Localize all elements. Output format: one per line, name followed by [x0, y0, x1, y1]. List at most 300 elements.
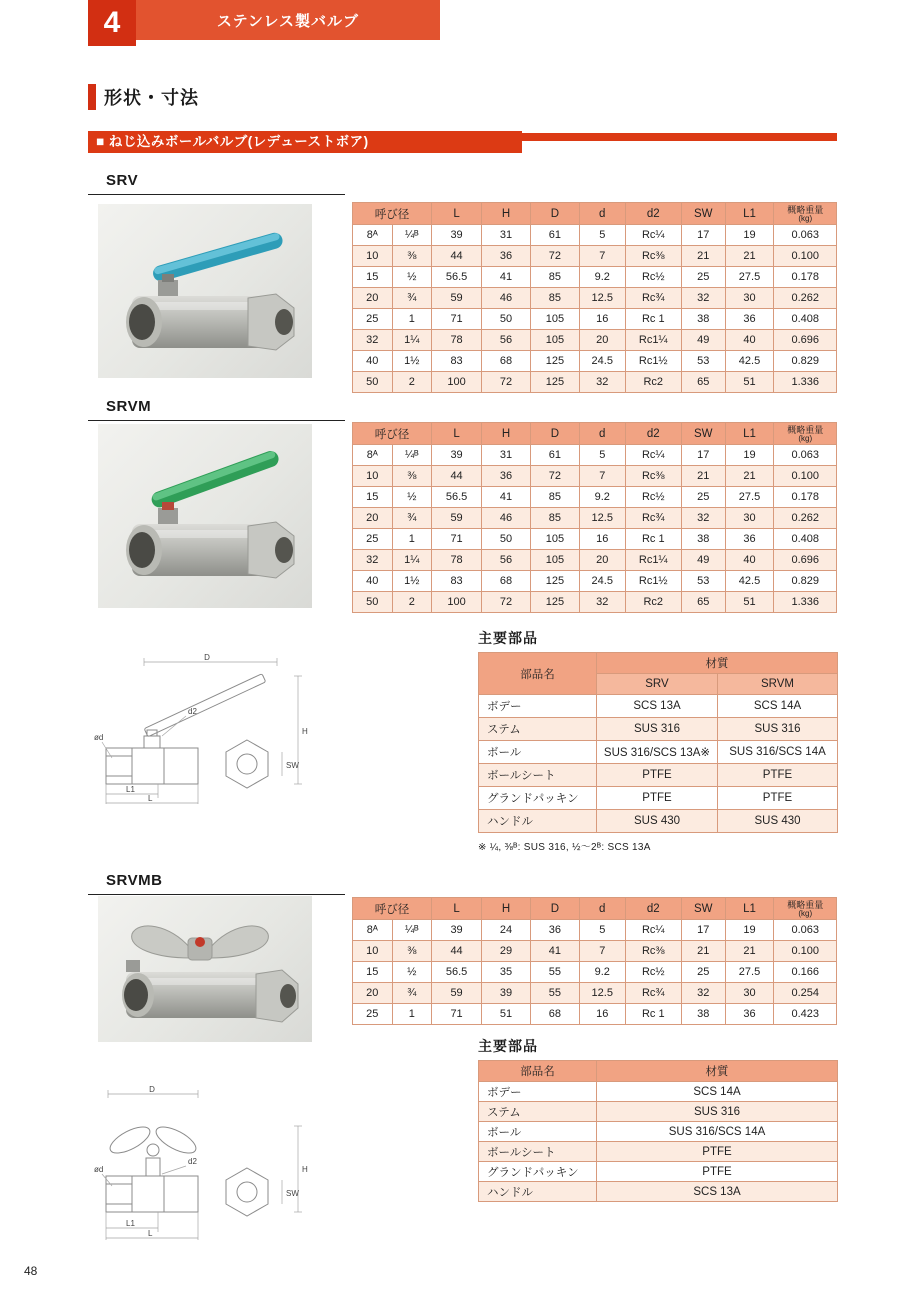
table-cell: 40 — [353, 571, 393, 592]
table-cell: ⅜ — [392, 941, 432, 962]
parts-table-1-body — [479, 695, 838, 833]
table-cell: ¼ᴮ — [392, 445, 432, 466]
table-cell: 25 — [681, 962, 725, 983]
table-cell: 21 — [681, 246, 725, 267]
table-cell: ¼ᴮ — [392, 920, 432, 941]
table-cell: 32 — [353, 330, 393, 351]
table-cell: 1¼ — [392, 330, 432, 351]
technical-drawing-srvmb-svg — [92, 1080, 312, 1245]
table-cell: Rc½ — [625, 487, 681, 508]
table-cell: 20 — [353, 508, 393, 529]
product-label-srvm — [88, 396, 345, 421]
table-cell: 21 — [725, 246, 774, 267]
product-label-srv — [88, 170, 345, 195]
col-header-nominal-diameter: 呼び径 — [353, 898, 432, 920]
technical-drawing-srvmb — [92, 1080, 312, 1245]
parts-header-row — [479, 1061, 838, 1082]
parts-table-2-body — [479, 1082, 838, 1202]
table-row — [353, 508, 837, 529]
col-header-weight — [774, 203, 837, 225]
product-photo-srvm — [98, 424, 312, 608]
table-cell: ボデー — [479, 695, 597, 718]
table-cell: Rc 1 — [625, 309, 681, 330]
table-cell: 32 — [579, 592, 625, 613]
table-cell: 0.166 — [774, 962, 837, 983]
table-cell: 25 — [353, 529, 393, 550]
table-cell: 8ᴬ — [353, 225, 393, 246]
dim-label-L1: L1 — [126, 1219, 135, 1228]
table-cell: 36 — [482, 466, 531, 487]
table-cell: 125 — [530, 351, 579, 372]
table-cell: 40 — [725, 330, 774, 351]
table-cell: ボールシート — [479, 764, 597, 787]
table-cell: ボールシート — [479, 1142, 597, 1162]
table-cell: SUS 430 — [718, 810, 838, 833]
col-header-d: d — [579, 898, 625, 920]
table-cell: 17 — [681, 920, 725, 941]
table-cell: 31 — [482, 445, 531, 466]
table-cell: ステム — [479, 1102, 597, 1122]
table-cell: 0.262 — [774, 508, 837, 529]
table-cell: 39 — [432, 445, 482, 466]
table-cell: 41 — [482, 487, 531, 508]
dim-label-d2: d2 — [188, 707, 197, 716]
table-cell: 72 — [530, 246, 579, 267]
table-cell: Rc¼ — [625, 225, 681, 246]
parts-table-title-2: 主要部品 — [478, 1038, 538, 1054]
table-cell: 32 — [579, 372, 625, 393]
table-cell: 53 — [681, 571, 725, 592]
table-cell: 2 — [392, 372, 432, 393]
table-cell: ⅜ — [392, 466, 432, 487]
table-cell: SCS 14A — [718, 695, 838, 718]
col-header-srvm: SRVM — [718, 674, 838, 695]
table-cell: Rc⅜ — [625, 466, 681, 487]
table-cell: 16 — [579, 529, 625, 550]
table-cell: 71 — [432, 309, 482, 330]
col-header-d: d — [579, 203, 625, 225]
table-cell: 27.5 — [725, 267, 774, 288]
col-header-part-name: 部品名 — [479, 653, 597, 695]
table-row — [479, 1162, 838, 1182]
table-cell: ½ — [392, 487, 432, 508]
table-row — [353, 309, 837, 330]
table-cell: 38 — [681, 309, 725, 330]
table-cell: PTFE — [718, 787, 838, 810]
dim-label-D: D — [149, 1085, 155, 1094]
table-cell: 85 — [530, 288, 579, 309]
col-header-weight-unit: (kg) — [798, 213, 813, 223]
table-header-row — [353, 898, 837, 920]
table-cell: 65 — [681, 592, 725, 613]
dimension-table-srv-body — [353, 225, 837, 393]
table-cell: 85 — [530, 508, 579, 529]
table-cell: 1.336 — [774, 372, 837, 393]
table-cell: 16 — [579, 309, 625, 330]
table-cell: 36 — [725, 309, 774, 330]
col-header-nominal-diameter: 呼び径 — [353, 423, 432, 445]
table-cell: 32 — [681, 288, 725, 309]
table-cell: ハンドル — [479, 1182, 597, 1202]
table-cell: 0.423 — [774, 1004, 837, 1025]
valve-photo-srvm-illustration — [98, 424, 312, 608]
table-row — [353, 983, 837, 1004]
table-cell: 8ᴬ — [353, 920, 393, 941]
table-cell: 55 — [530, 983, 579, 1004]
table-cell: 53 — [681, 351, 725, 372]
table-row — [353, 330, 837, 351]
dim-label-d2: d2 — [188, 1157, 197, 1166]
chapter-number: 4 — [103, 6, 121, 39]
table-cell: 7 — [579, 246, 625, 267]
table-cell: 56 — [482, 550, 531, 571]
table-cell: Rc¾ — [625, 983, 681, 1004]
dim-label-L: L — [148, 1229, 153, 1238]
table-row — [353, 941, 837, 962]
table-cell: 71 — [432, 529, 482, 550]
table-cell: 42.5 — [725, 571, 774, 592]
table-cell: 0.696 — [774, 330, 837, 351]
table-row — [353, 571, 837, 592]
table-cell: 39 — [432, 920, 482, 941]
table-cell: 0.100 — [774, 466, 837, 487]
table-cell: 30 — [725, 508, 774, 529]
table-cell: 50 — [353, 592, 393, 613]
table-row — [353, 962, 837, 983]
table-cell: 125 — [530, 372, 579, 393]
col-header-L1: L1 — [725, 203, 774, 225]
table-cell: 12.5 — [579, 983, 625, 1004]
table-row — [353, 351, 837, 372]
table-row — [479, 1082, 838, 1102]
table-row — [353, 445, 837, 466]
table-cell: ボール — [479, 741, 597, 764]
table-cell: 9.2 — [579, 487, 625, 508]
table-cell: 85 — [530, 267, 579, 288]
table-row — [479, 1122, 838, 1142]
col-header-L1: L1 — [725, 898, 774, 920]
table-cell: 50 — [353, 372, 393, 393]
table-cell: 68 — [482, 571, 531, 592]
table-row — [479, 1102, 838, 1122]
table-cell: Rc⅜ — [625, 941, 681, 962]
section-title: 形状・寸法 — [104, 88, 199, 108]
table-cell: 16 — [579, 1004, 625, 1025]
col-header-weight — [774, 423, 837, 445]
table-cell: 0.408 — [774, 529, 837, 550]
table-cell: Rc 1 — [625, 1004, 681, 1025]
table-cell: SUS 316 — [597, 1102, 838, 1122]
product-banner-line — [522, 133, 837, 141]
table-cell: 0.100 — [774, 941, 837, 962]
table-cell: 36 — [530, 920, 579, 941]
table-cell: 24 — [482, 920, 531, 941]
table-cell: SUS 316/SCS 14A — [597, 1122, 838, 1142]
col-header-material: 材質 — [597, 1061, 838, 1082]
table-cell: 1½ — [392, 351, 432, 372]
table-cell: 15 — [353, 962, 393, 983]
table-cell: 12.5 — [579, 288, 625, 309]
table-cell: 39 — [432, 225, 482, 246]
table-cell: 44 — [432, 941, 482, 962]
table-row — [479, 810, 838, 833]
table-cell: ボデー — [479, 1082, 597, 1102]
table-cell: グランドパッキン — [479, 1162, 597, 1182]
col-header-d: d — [579, 423, 625, 445]
table-cell: Rc⅜ — [625, 246, 681, 267]
table-cell: 71 — [432, 1004, 482, 1025]
table-header-row — [353, 203, 837, 225]
table-cell: 20 — [353, 288, 393, 309]
table-cell: ¾ — [392, 508, 432, 529]
table-row — [479, 764, 838, 787]
page-number: 48 — [24, 1264, 38, 1278]
table-row — [479, 718, 838, 741]
table-cell: 0.829 — [774, 351, 837, 372]
table-cell: 65 — [681, 372, 725, 393]
table-cell: 0.254 — [774, 983, 837, 1004]
table-cell: 1 — [392, 529, 432, 550]
table-cell: 50 — [482, 529, 531, 550]
table-cell: 27.5 — [725, 962, 774, 983]
table-row — [353, 592, 837, 613]
table-cell: 38 — [681, 1004, 725, 1025]
material-footnote: ※ ¼, ⅜ᴮ: SUS 316, ½～2ᴮ: SCS 13A — [478, 842, 651, 853]
dim-label-D: D — [204, 653, 210, 662]
dim-label-bore: ød — [94, 1165, 104, 1174]
table-cell: 46 — [482, 508, 531, 529]
dimension-table-srvmb-body — [353, 920, 837, 1025]
table-cell: 21 — [681, 941, 725, 962]
col-header-SW: SW — [681, 203, 725, 225]
table-cell: ¼ᴮ — [392, 225, 432, 246]
col-header-weight-label: 概略重量 — [787, 204, 824, 215]
table-cell: 0.063 — [774, 445, 837, 466]
parts-header-row — [479, 653, 838, 674]
table-cell: 1¼ — [392, 550, 432, 571]
table-cell: 30 — [725, 983, 774, 1004]
table-cell: PTFE — [597, 787, 718, 810]
table-row — [353, 1004, 837, 1025]
table-cell: SCS 14A — [597, 1082, 838, 1102]
table-cell: 20 — [579, 550, 625, 571]
table-cell: 46 — [482, 288, 531, 309]
table-cell: 0.408 — [774, 309, 837, 330]
dimension-table-srv — [352, 202, 837, 393]
table-cell: Rc1½ — [625, 571, 681, 592]
valve-photo-srvmb-illustration — [98, 896, 312, 1042]
table-row — [353, 466, 837, 487]
table-cell: ⅜ — [392, 246, 432, 267]
table-cell: PTFE — [718, 764, 838, 787]
table-cell: 17 — [681, 225, 725, 246]
table-cell: 49 — [681, 550, 725, 571]
table-cell: 83 — [432, 351, 482, 372]
table-cell: 41 — [530, 941, 579, 962]
col-header-part-name: 部品名 — [479, 1061, 597, 1082]
col-header-d2: d2 — [625, 898, 681, 920]
table-cell: 41 — [482, 267, 531, 288]
chapter-title: ステンレス製バルブ — [216, 12, 360, 30]
dim-label-H: H — [302, 1165, 308, 1174]
dim-label-SW: SW — [286, 761, 299, 770]
table-cell: 125 — [530, 571, 579, 592]
table-cell: 1.336 — [774, 592, 837, 613]
table-cell: 32 — [353, 550, 393, 571]
technical-drawing-srv-svg — [92, 652, 312, 807]
product-label-srv-text: SRV — [106, 172, 139, 189]
col-header-L: L — [432, 203, 482, 225]
table-cell: 27.5 — [725, 487, 774, 508]
col-header-material: 材質 — [597, 653, 838, 674]
dimension-table-srvm — [352, 422, 837, 613]
table-cell: 105 — [530, 529, 579, 550]
chapter-banner — [136, 0, 440, 40]
dim-label-bore: ød — [94, 733, 104, 742]
table-cell: Rc½ — [625, 962, 681, 983]
table-cell: 31 — [482, 225, 531, 246]
table-cell: 29 — [482, 941, 531, 962]
table-cell: 125 — [530, 592, 579, 613]
product-label-srvmb — [88, 870, 345, 895]
table-cell: 56.5 — [432, 267, 482, 288]
table-cell: 72 — [530, 466, 579, 487]
table-cell: 25 — [353, 309, 393, 330]
table-row — [353, 267, 837, 288]
table-cell: 61 — [530, 445, 579, 466]
table-cell: 19 — [725, 445, 774, 466]
table-row — [353, 225, 837, 246]
table-cell: 55 — [530, 962, 579, 983]
table-cell: 56 — [482, 330, 531, 351]
table-cell: Rc¼ — [625, 920, 681, 941]
table-cell: 44 — [432, 246, 482, 267]
table-cell: 42.5 — [725, 351, 774, 372]
col-header-srv: SRV — [597, 674, 718, 695]
table-cell: SUS 316 — [597, 718, 718, 741]
table-cell: 56.5 — [432, 487, 482, 508]
table-cell: 17 — [681, 445, 725, 466]
dimension-table-srvmb — [352, 897, 837, 1025]
table-cell: 68 — [482, 351, 531, 372]
table-cell: 100 — [432, 592, 482, 613]
table-cell: ½ — [392, 267, 432, 288]
table-cell: SUS 430 — [597, 810, 718, 833]
product-photo-srvmb — [98, 896, 312, 1042]
table-cell: 21 — [681, 466, 725, 487]
col-header-D: D — [530, 423, 579, 445]
table-cell: 78 — [432, 550, 482, 571]
table-cell: 51 — [725, 372, 774, 393]
table-cell: 100 — [432, 372, 482, 393]
table-cell: 51 — [725, 592, 774, 613]
table-cell: Rc2 — [625, 372, 681, 393]
table-row — [353, 487, 837, 508]
table-cell: 1½ — [392, 571, 432, 592]
table-cell: 32 — [681, 983, 725, 1004]
table-cell: 19 — [725, 920, 774, 941]
col-header-D: D — [530, 898, 579, 920]
col-header-L: L — [432, 423, 482, 445]
table-cell: ボール — [479, 1122, 597, 1142]
col-header-weight-unit: (kg) — [798, 433, 813, 443]
table-cell: SCS 13A — [597, 1182, 838, 1202]
table-cell: 0.178 — [774, 487, 837, 508]
table-cell: ¾ — [392, 288, 432, 309]
table-cell: PTFE — [597, 1162, 838, 1182]
table-cell: Rc1¼ — [625, 330, 681, 351]
table-cell: 44 — [432, 466, 482, 487]
table-cell: Rc 1 — [625, 529, 681, 550]
parts-table-srvmb — [478, 1060, 838, 1202]
valve-photo-srv-illustration — [98, 204, 312, 378]
table-cell: 2 — [392, 592, 432, 613]
section-red-bar-icon — [88, 84, 96, 110]
chapter-number-box — [88, 0, 136, 46]
table-cell: 40 — [353, 351, 393, 372]
table-cell: 59 — [432, 508, 482, 529]
table-cell: 15 — [353, 487, 393, 508]
table-cell: Rc1¼ — [625, 550, 681, 571]
table-row — [353, 288, 837, 309]
table-header-row — [353, 423, 837, 445]
table-cell: 9.2 — [579, 267, 625, 288]
table-cell: 20 — [579, 330, 625, 351]
col-header-weight-label: 概略重量 — [787, 899, 824, 910]
table-cell: Rc½ — [625, 267, 681, 288]
table-cell: 105 — [530, 309, 579, 330]
table-cell: 85 — [530, 487, 579, 508]
product-banner — [88, 131, 837, 153]
col-header-d2: d2 — [625, 203, 681, 225]
table-cell: SUS 316 — [718, 718, 838, 741]
table-cell: 38 — [681, 529, 725, 550]
table-cell: 1 — [392, 309, 432, 330]
table-cell: 39 — [482, 983, 531, 1004]
table-cell: 8ᴬ — [353, 445, 393, 466]
table-cell: 19 — [725, 225, 774, 246]
table-cell: 5 — [579, 225, 625, 246]
table-cell: 10 — [353, 246, 393, 267]
table-cell: 49 — [681, 330, 725, 351]
table-cell: 72 — [482, 592, 531, 613]
col-header-L: L — [432, 898, 482, 920]
table-cell: SUS 316/SCS 14A — [718, 741, 838, 764]
table-cell: 25 — [681, 267, 725, 288]
product-label-srvm-text: SRVM — [106, 398, 152, 415]
table-row — [353, 550, 837, 571]
table-cell: 56.5 — [432, 962, 482, 983]
table-row — [353, 372, 837, 393]
product-photo-srv — [98, 204, 312, 378]
table-cell: Rc1½ — [625, 351, 681, 372]
table-row — [479, 741, 838, 764]
table-row — [353, 920, 837, 941]
table-cell: 7 — [579, 466, 625, 487]
section-header — [88, 84, 199, 110]
table-cell: グランドパッキン — [479, 787, 597, 810]
table-cell: PTFE — [597, 764, 718, 787]
table-cell: 61 — [530, 225, 579, 246]
product-banner-title: ■ ねじ込みボールバルブ(レデューストボア) — [88, 131, 522, 153]
table-cell: 50 — [482, 309, 531, 330]
table-cell: Rc¼ — [625, 445, 681, 466]
table-cell: 20 — [353, 983, 393, 1004]
col-header-weight — [774, 898, 837, 920]
dimension-table-srvm-body — [353, 445, 837, 613]
table-cell: 0.829 — [774, 571, 837, 592]
dim-label-L: L — [148, 794, 153, 803]
